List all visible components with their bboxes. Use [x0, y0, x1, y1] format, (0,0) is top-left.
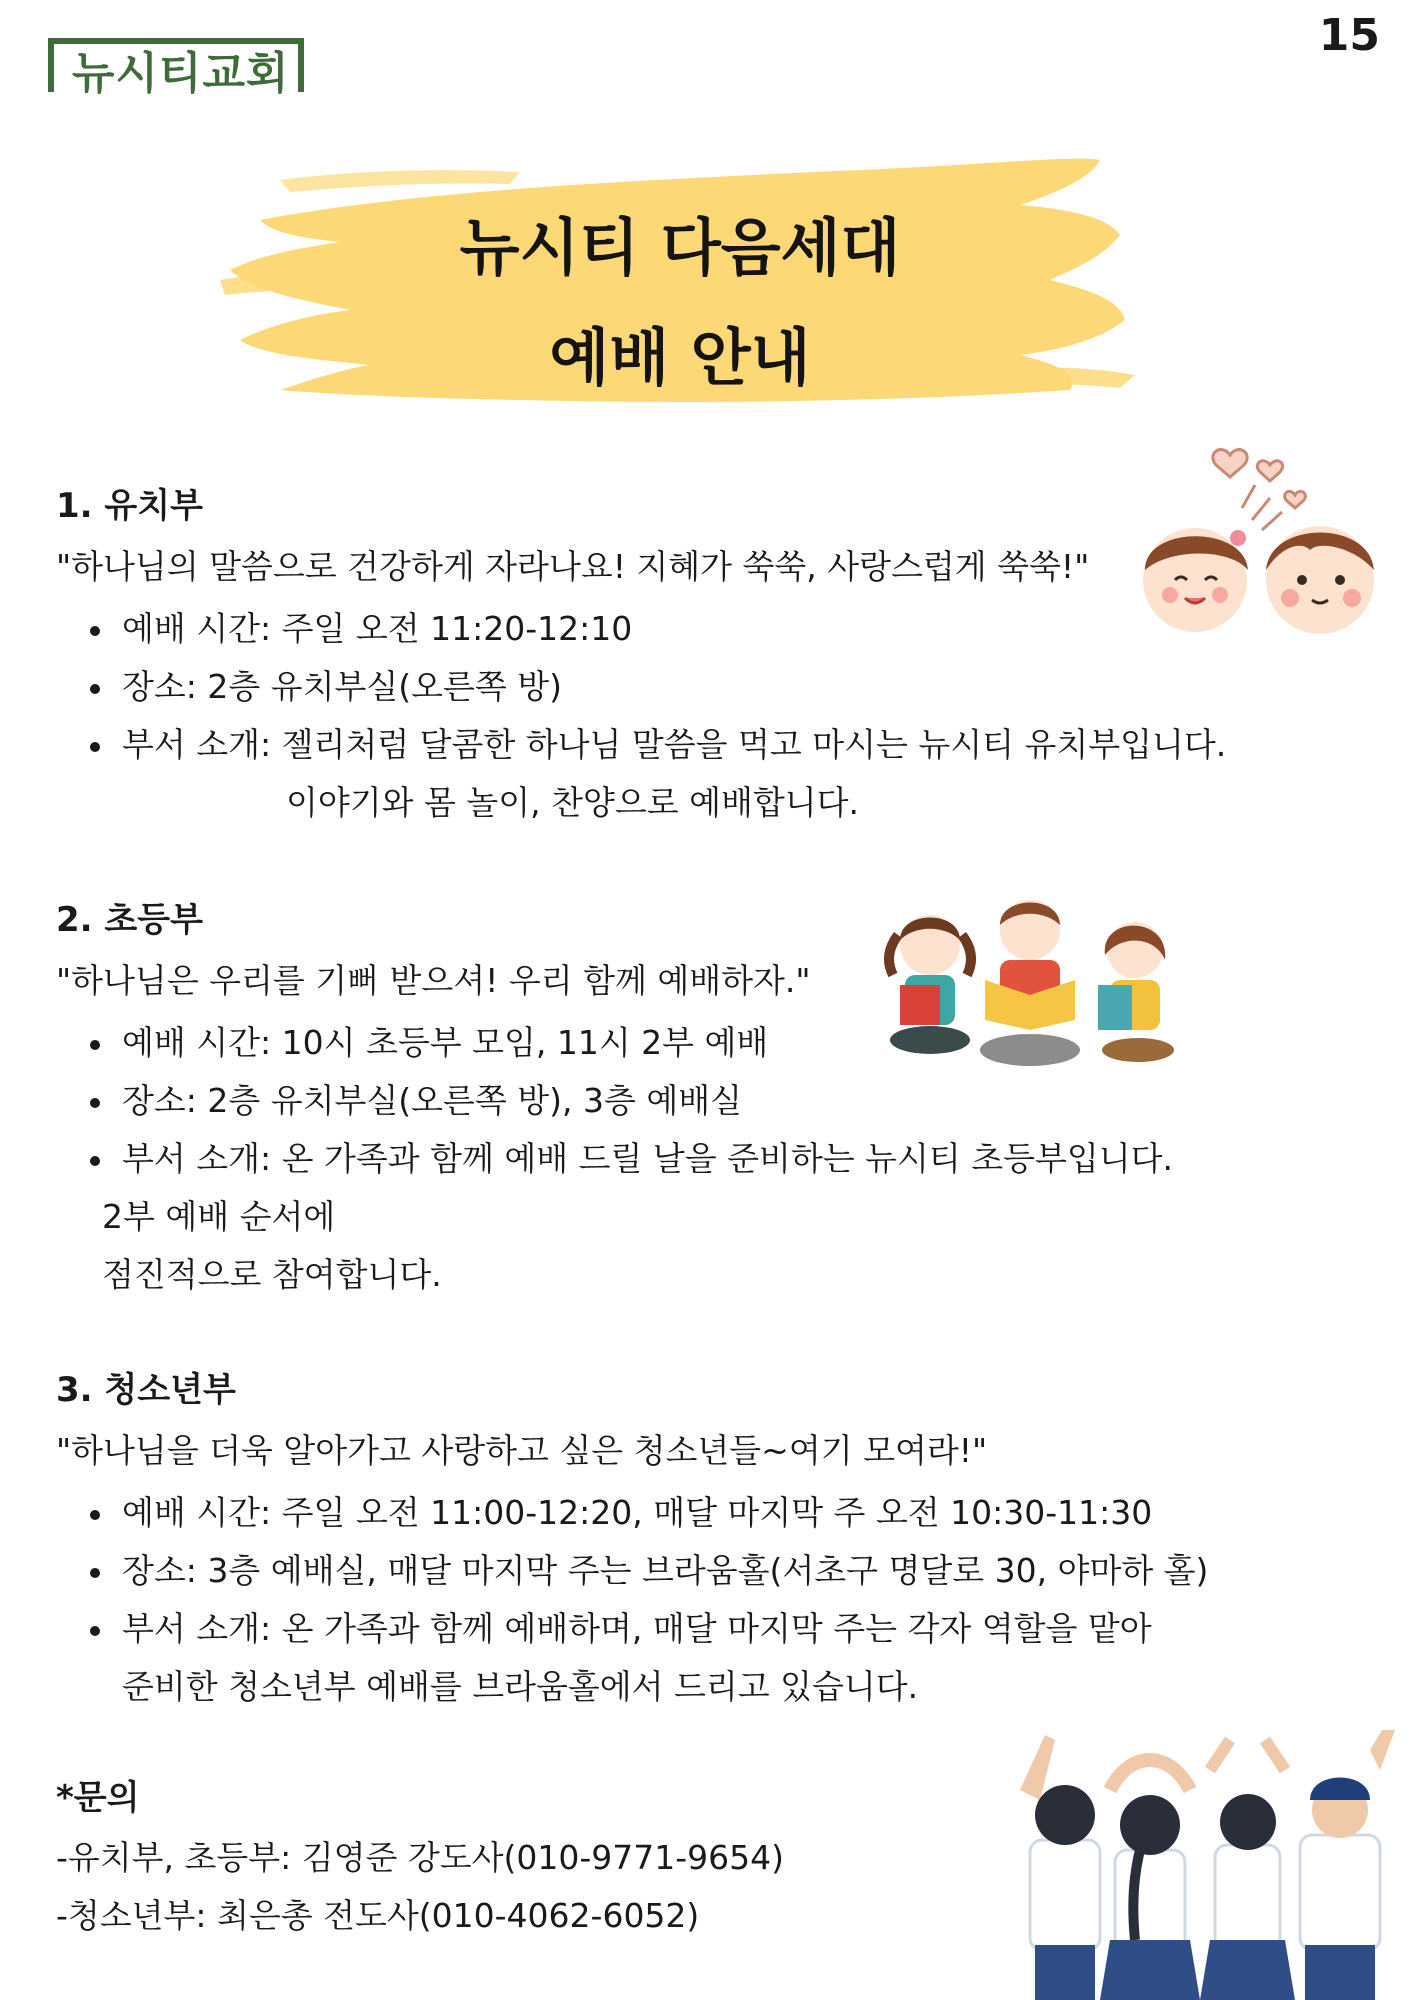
page-number: 15: [1318, 10, 1380, 61]
info-list: [56, 600, 1286, 774]
students-cheering-illustration: [1000, 1730, 1414, 2000]
department-intro-continued: 점진적으로 참여합니다.: [102, 1255, 442, 1294]
section-heading: 2. 초등부: [56, 900, 203, 940]
church-logo: [48, 38, 298, 99]
inquiry-heading: *문의: [56, 1778, 140, 1818]
inquiry-contact-2: -청소년부: 최은총 전도사(010-4062-6052): [56, 1896, 700, 1935]
kids-reading-illustration: [870, 900, 1210, 1100]
worship-time: 예배 시간: 주일 오전 11:20-12:10: [90, 600, 1286, 658]
department-intro-continued: 준비한 청소년부 예배를 브라움홀에서 드리고 있습니다.: [122, 1667, 919, 1706]
department-intro: 부서 소개: 온 가족과 함께 예배하며, 매달 마지막 주는 각자 역할을 맡아: [90, 1600, 1286, 1658]
department-intro-continued: 이야기와 몸 놀이, 찬양으로 예배합니다.: [286, 783, 859, 822]
section-youth: [56, 1362, 1286, 1716]
department-intro: 부서 소개: 온 가족과 함께 예배 드릴 날을 준비하는 뉴시티 초등부입니다.: [90, 1130, 1286, 1188]
title-banner: [220, 150, 1140, 410]
inquiry-block: [56, 1770, 784, 1945]
worship-time: 예배 시간: 10시 초등부 모임, 11시 2부 예배: [90, 1014, 1286, 1072]
info-list: [56, 1484, 1286, 1658]
worship-place: 장소: 2층 유치부실(오른쪽 방), 3층 예배실: [90, 1072, 1286, 1130]
worship-time: 예배 시간: 주일 오전 11:00-12:20, 매달 마지막 주 오전 10:30-11:30: [90, 1484, 1286, 1542]
section-kindergarten: [56, 478, 1286, 832]
title-line-1: 뉴시티 다음세대: [459, 211, 901, 284]
kids-hearts-illustration: [1130, 430, 1390, 640]
title-line-2: 예배 안내: [549, 321, 811, 394]
inquiry-contact-1: -유치부, 초등부: 김영준 강도사(010-9771-9654): [56, 1838, 785, 1877]
worship-place: 장소: 2층 유치부실(오른쪽 방): [90, 658, 1286, 716]
department-intro: 부서 소개: 젤리처럼 달콤한 하나님 말씀을 먹고 마시는 뉴시티 유치부입니다.: [90, 716, 1286, 774]
logo-text: 뉴시티교회: [66, 46, 296, 102]
section-quote: "하나님을 더욱 알아가고 사랑하고 싶은 청소년들~여기 모여라!": [56, 1431, 988, 1470]
department-intro-continued: 2부 예배 순서에: [102, 1197, 336, 1236]
section-quote: "하나님은 우리를 기뻐 받으셔! 우리 함께 예배하자.": [56, 961, 811, 1000]
section-heading: 3. 청소년부: [56, 1370, 236, 1410]
section-quote: "하나님의 말씀으로 건강하게 자라나요! 지혜가 쑥쑥, 사랑스럽게 쑥쑥!": [56, 547, 1090, 586]
section-heading: 1. 유치부: [56, 486, 203, 526]
worship-place: 장소: 3층 예배실, 매달 마지막 주는 브라움홀(서초구 명달로 30, 야마하 홀): [90, 1542, 1286, 1600]
